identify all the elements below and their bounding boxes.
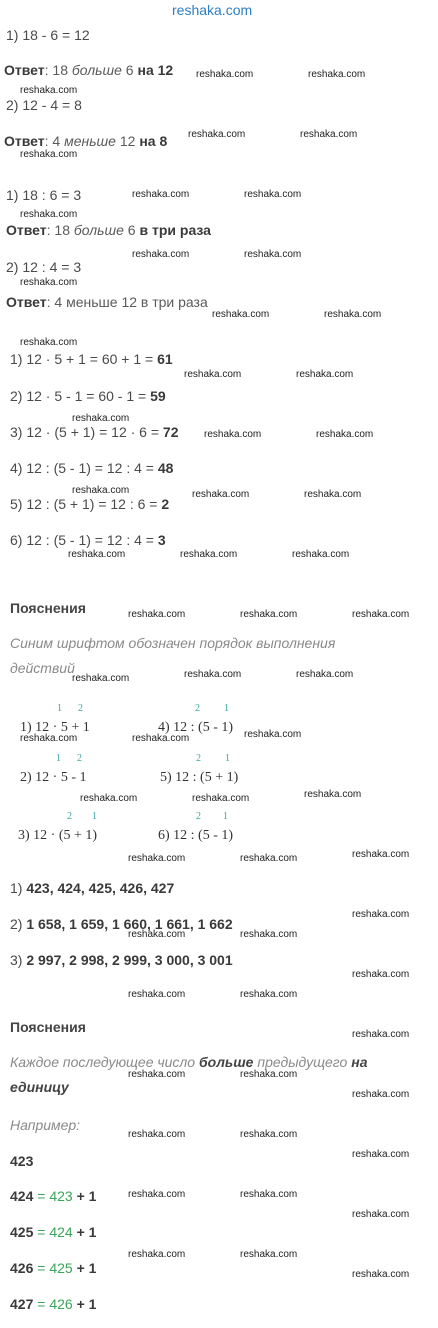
row-result: 48 — [157, 460, 174, 476]
watermark: reshaka.com — [244, 729, 302, 740]
example-eq: = 423 — [33, 1188, 77, 1204]
order-number: 1 — [225, 753, 230, 764]
example-label: Например: — [10, 1117, 81, 1133]
watermark: reshaka.com — [128, 1069, 186, 1080]
watermark: reshaka.com — [128, 853, 186, 864]
explanation-text-line-2: действий — [10, 660, 75, 676]
watermark: reshaka.com — [304, 789, 362, 800]
explanation-text: порядок выполнения — [199, 635, 336, 651]
watermark: reshaka.com — [68, 549, 126, 560]
row-prefix: 2) — [10, 916, 27, 932]
watermark: reshaka.com — [244, 249, 302, 260]
watermark: reshaka.com — [240, 1069, 298, 1080]
watermark: reshaka.com — [352, 849, 410, 860]
example-first: 423 — [10, 1153, 34, 1169]
number-sequence: 1 658, 1 659, 1 660, 1 661, 1 662 — [26, 916, 233, 932]
watermark: reshaka.com — [204, 429, 262, 440]
row-prefix: 1) — [10, 880, 27, 896]
order-number: 2 — [67, 811, 72, 822]
example-plus: + 1 — [76, 1296, 97, 1312]
example-plus: + 1 — [76, 1224, 97, 1240]
explanation-text: Каждое последующее число — [10, 1054, 199, 1070]
row-result: 59 — [150, 388, 166, 404]
answer-word: больше — [71, 62, 122, 78]
answer-word: меньше — [64, 133, 116, 149]
watermark: reshaka.com — [240, 989, 298, 1000]
watermark: reshaka.com — [132, 733, 190, 744]
row-result: 72 — [162, 424, 179, 440]
watermark: reshaka.com — [184, 369, 242, 380]
order-number: 1 — [56, 753, 61, 764]
answer-number: 6 — [121, 62, 134, 78]
watermark: reshaka.com — [352, 609, 410, 620]
watermark: reshaka.com — [20, 209, 78, 220]
watermark: reshaka.com — [128, 989, 186, 1000]
order-number: 2 — [78, 703, 83, 714]
watermark: reshaka.com — [240, 1249, 298, 1260]
watermark: reshaka.com — [308, 69, 366, 80]
example-lhs: 426 — [10, 1260, 34, 1276]
watermark: reshaka.com — [132, 249, 190, 260]
answer-end: в три раза — [135, 222, 211, 238]
example-row-2 — [10, 1224, 96, 1240]
order-item-1: 1) 12 · 5 + 1 — [20, 720, 90, 735]
example-plus: + 1 — [76, 1188, 97, 1204]
row-result: 2 — [161, 496, 170, 512]
answer-label: Ответ — [6, 222, 47, 238]
watermark: reshaka.com — [20, 85, 78, 96]
watermark: reshaka.com — [184, 669, 242, 680]
answer-word: больше — [73, 222, 124, 238]
task3-row-3 — [10, 952, 233, 968]
answer-number: 12 — [115, 133, 136, 149]
task2-row-2 — [10, 388, 166, 404]
number-sequence: 2 997, 2 998, 2 999, 3 000, 3 001 — [26, 952, 233, 968]
watermark: reshaka.com — [296, 669, 354, 680]
answer-number: 6 — [123, 222, 136, 238]
answer-end: на 12 — [133, 62, 174, 78]
example-lhs: 425 — [10, 1224, 34, 1240]
order-number: 2 — [196, 811, 201, 822]
answer-end: на 8 — [135, 133, 168, 149]
watermark: reshaka.com — [132, 189, 190, 200]
watermark: reshaka.com — [304, 489, 362, 500]
watermark: reshaka.com — [72, 485, 130, 496]
watermark: reshaka.com — [192, 489, 250, 500]
watermark: reshaka.com — [192, 793, 250, 804]
watermark: reshaka.com — [128, 1249, 186, 1260]
explanation-text-line-2 — [10, 1079, 69, 1095]
watermark: reshaka.com — [296, 369, 354, 380]
explanation-text: предыдущего — [253, 1054, 352, 1070]
task2-row-4 — [10, 460, 173, 476]
task1-line-2: 2) 12 - 4 = 8 — [6, 97, 82, 113]
answer-number: : 18 — [44, 62, 68, 78]
task1-answer-3 — [6, 222, 211, 238]
answer-text: : 4 меньше 12 в три раза — [46, 294, 208, 310]
watermark: reshaka.com — [20, 149, 78, 160]
order-item-2: 2) 12 · 5 - 1 — [20, 770, 87, 785]
watermark: reshaka.com — [20, 337, 78, 348]
watermark: reshaka.com — [352, 1089, 410, 1100]
answer-label: Ответ — [4, 133, 45, 149]
order-number: 1 — [57, 703, 62, 714]
row-result: 3 — [157, 532, 166, 548]
order-number: 2 — [77, 753, 82, 764]
example-eq: = 424 — [33, 1224, 77, 1240]
explanation-title: Пояснения — [10, 1019, 86, 1035]
example-plus: + 1 — [76, 1260, 97, 1276]
answer-number: : 4 — [44, 133, 61, 149]
explanation-emphasis: больше — [198, 1054, 254, 1070]
watermark: reshaka.com — [324, 309, 382, 320]
task1-answer-1 — [4, 62, 173, 78]
row-prefix: 3) — [10, 952, 27, 968]
explanation-emphasis: на — [351, 1054, 368, 1070]
task1-answer-4 — [6, 294, 208, 310]
watermark: reshaka.com — [240, 1189, 298, 1200]
row-expression: 4) 12 : (5 - 1) = 12 : 4 = — [10, 460, 158, 476]
watermark: reshaka.com — [316, 429, 374, 440]
watermark: reshaka.com — [240, 609, 298, 620]
watermark: reshaka.com — [72, 413, 130, 424]
row-expression: 1) 12 · 5 + 1 = 60 + 1 = — [10, 351, 158, 367]
example-lhs: 427 — [10, 1296, 34, 1312]
task1-line-1: 1) 18 - 6 = 12 — [6, 27, 90, 43]
watermark: reshaka.com — [72, 673, 130, 684]
task2-row-3 — [10, 424, 179, 440]
row-result: 61 — [157, 351, 173, 367]
number-sequence: 423, 424, 425, 426, 427 — [26, 880, 175, 896]
watermark: reshaka.com — [352, 1149, 410, 1160]
watermark: reshaka.com — [20, 277, 78, 288]
task2-row-1 — [10, 351, 173, 367]
watermark: reshaka.com — [188, 129, 246, 140]
task1-line-4: 2) 12 : 4 = 3 — [6, 259, 82, 275]
answer-number: : 18 — [46, 222, 70, 238]
watermark: reshaka.com — [196, 69, 254, 80]
example-eq: = 425 — [33, 1260, 77, 1276]
explanation-text: Синим шрифтом обозначен — [10, 635, 200, 651]
example-lhs: 424 — [10, 1188, 34, 1204]
watermark: reshaka.com — [352, 909, 410, 920]
explanation-text-line-1 — [10, 1054, 367, 1070]
row-expression: 6) 12 : (5 - 1) = 12 : 4 = — [10, 532, 158, 548]
order-number: 1 — [224, 703, 229, 714]
row-expression: 3) 12 · (5 + 1) = 12 · 6 = — [10, 424, 163, 440]
example-eq: = 426 — [33, 1296, 77, 1312]
answer-label: Ответ — [4, 62, 45, 78]
order-number: 2 — [196, 753, 201, 764]
task1-answer-2 — [4, 133, 167, 149]
watermark: reshaka.com — [128, 1129, 186, 1140]
explanation-title: Пояснения — [10, 600, 86, 616]
order-item-5: 5) 12 : (5 + 1) — [160, 770, 239, 785]
watermark: reshaka.com — [292, 549, 350, 560]
order-item-3: 3) 12 · (5 + 1) — [18, 828, 98, 843]
watermark: reshaka.com — [352, 1269, 410, 1280]
watermark: reshaka.com — [352, 1209, 410, 1220]
watermark: reshaka.com — [240, 853, 298, 864]
task1-line-3: 1) 18 : 6 = 3 — [6, 187, 82, 203]
order-item-6: 6) 12 : (5 - 1) — [158, 828, 234, 843]
answer-label: Ответ — [6, 294, 47, 310]
example-row-3 — [10, 1260, 96, 1276]
order-item-4: 4) 12 : (5 - 1) — [158, 720, 234, 735]
watermark: reshaka.com — [240, 1129, 298, 1140]
watermark: reshaka.com — [352, 1029, 410, 1040]
order-number: 2 — [195, 703, 200, 714]
explanation-text-line-1 — [10, 635, 335, 651]
row-expression: 5) 12 : (5 + 1) = 12 : 6 = — [10, 496, 162, 512]
order-number: 1 — [92, 811, 97, 822]
explanation-emphasis: единицу — [10, 1079, 69, 1095]
watermark: reshaka.com — [128, 1189, 186, 1200]
watermark: reshaka.com — [128, 929, 186, 940]
row-expression: 2) 12 · 5 - 1 = 60 - 1 = — [10, 388, 151, 404]
example-row-4 — [10, 1296, 96, 1312]
example-row-1 — [10, 1188, 96, 1204]
order-number: 1 — [223, 811, 228, 822]
watermark: reshaka.com — [240, 929, 298, 940]
watermark: reshaka.com — [300, 129, 358, 140]
watermark: reshaka.com — [20, 733, 78, 744]
watermark: reshaka.com — [128, 609, 186, 620]
site-logo[interactable]: reshaka.com — [172, 2, 253, 18]
task3-row-1 — [10, 880, 174, 896]
watermark: reshaka.com — [352, 969, 410, 980]
task3-row-2 — [10, 916, 233, 932]
watermark: reshaka.com — [180, 549, 238, 560]
task2-row-5 — [10, 496, 169, 512]
watermark: reshaka.com — [244, 189, 302, 200]
watermark: reshaka.com — [212, 309, 270, 320]
task2-row-6 — [10, 532, 166, 548]
watermark: reshaka.com — [80, 793, 138, 804]
